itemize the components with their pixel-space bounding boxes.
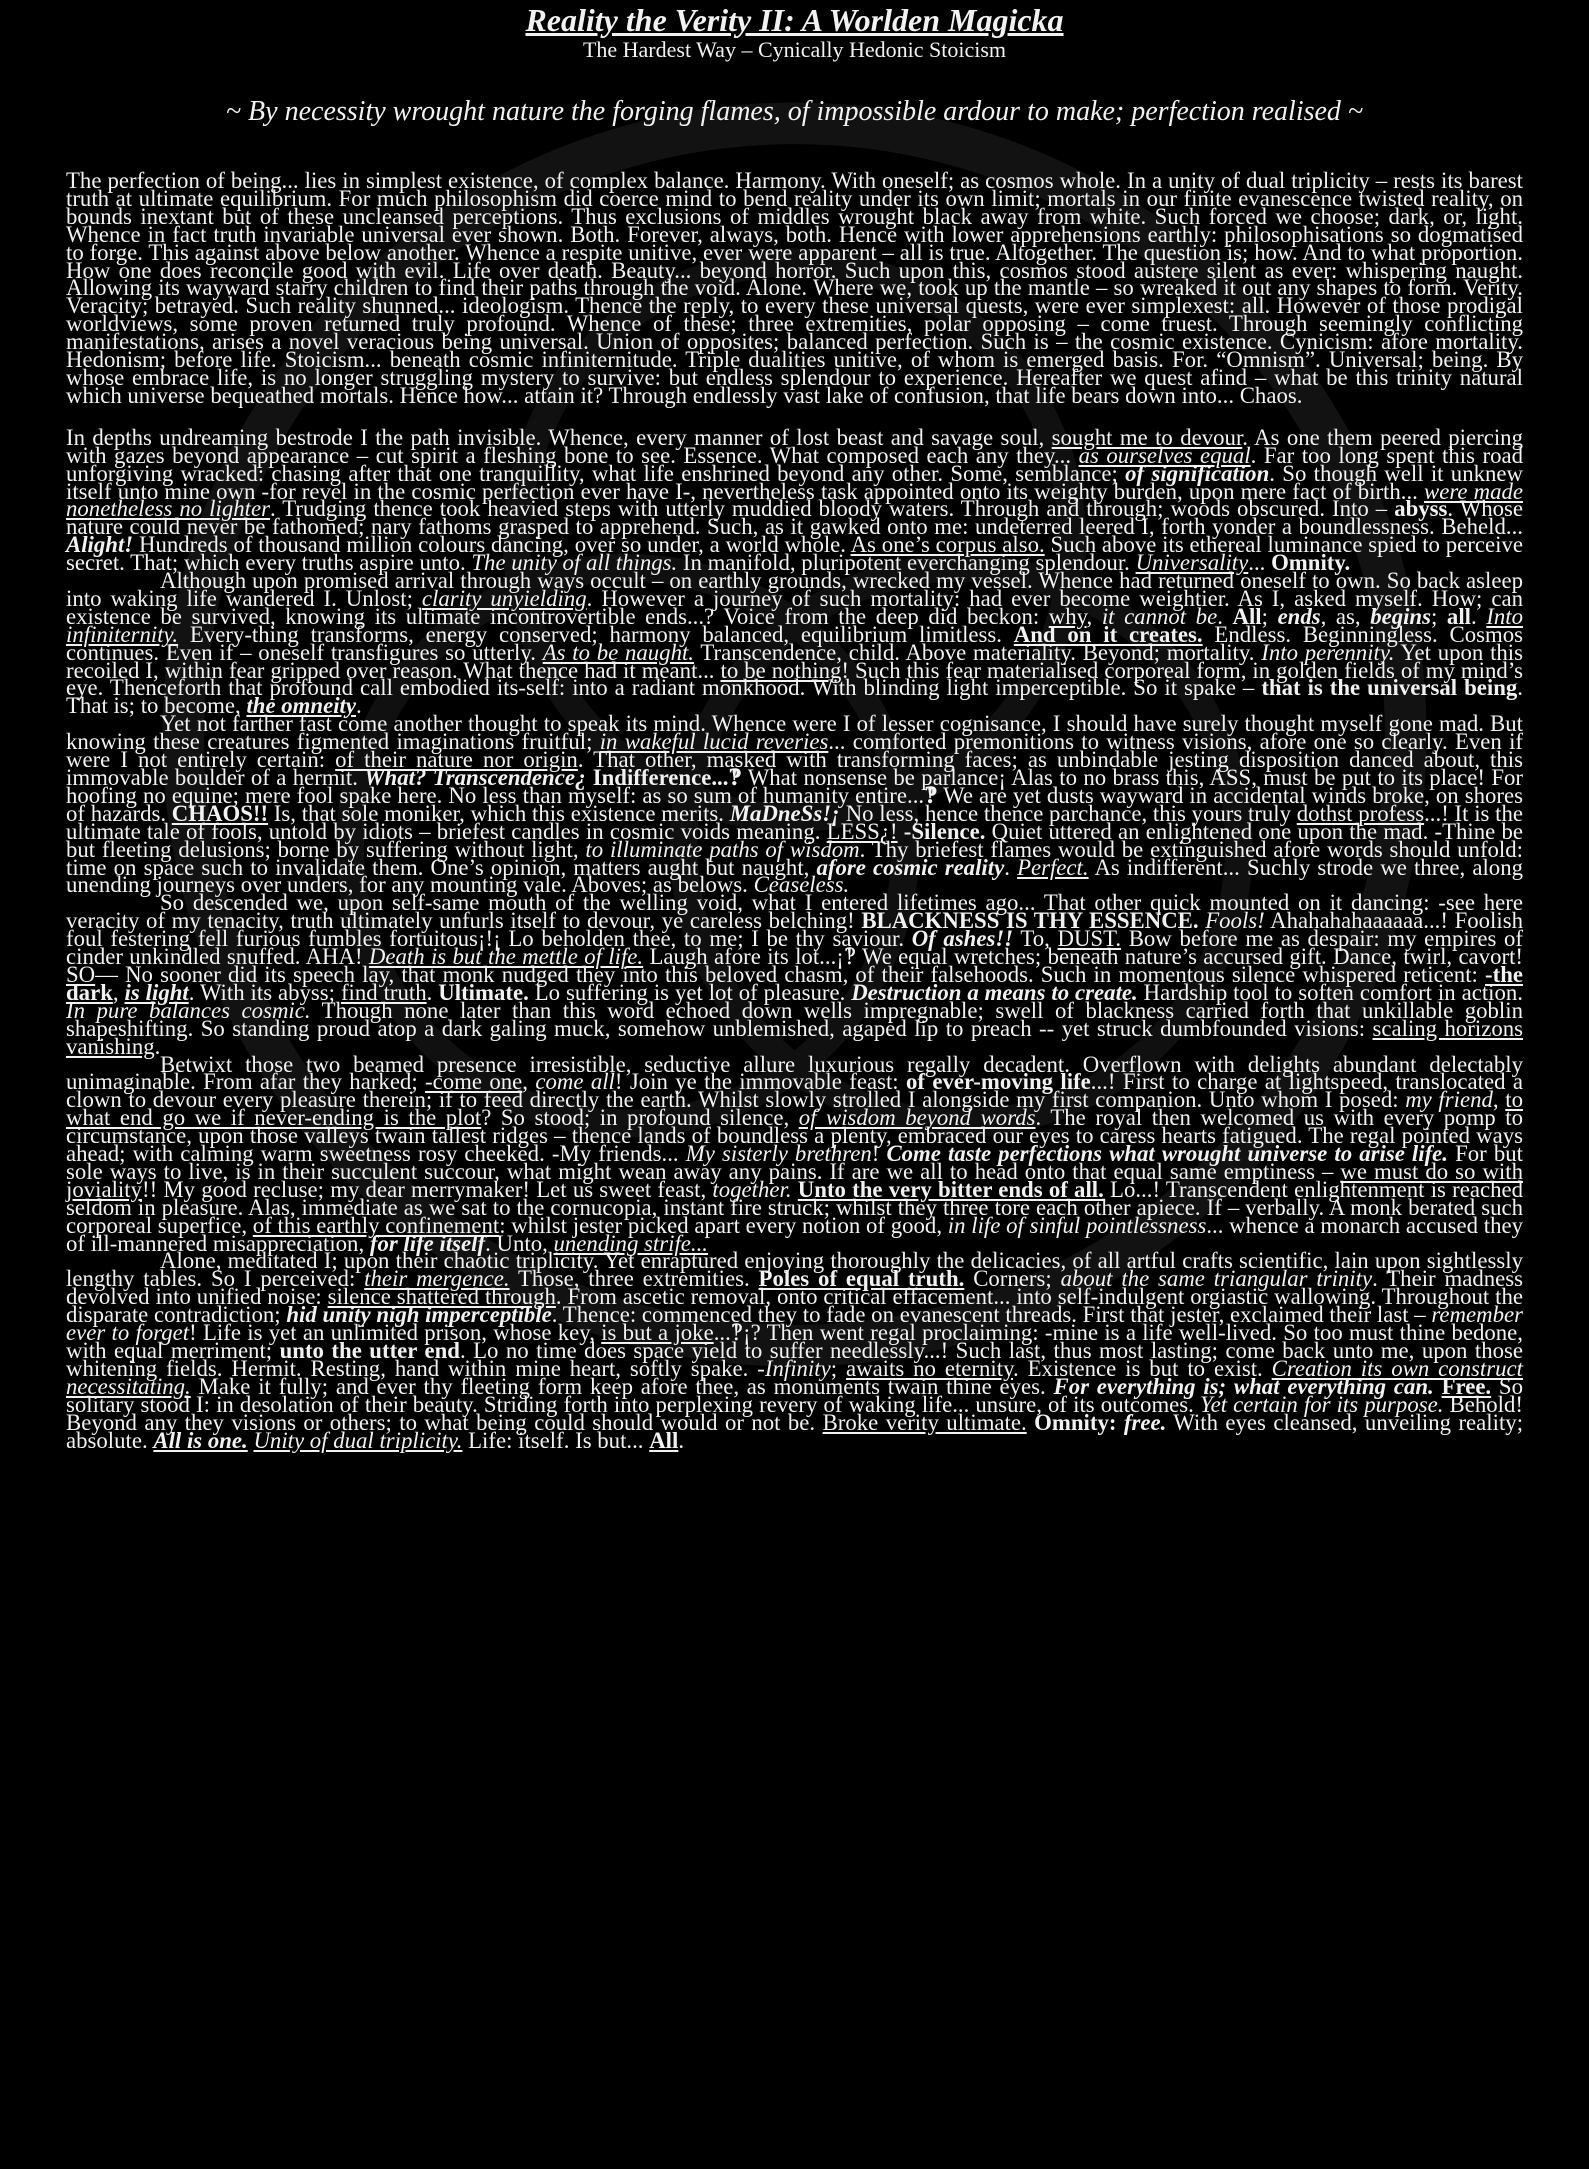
- paragraph-7: Alone, meditated I; upon their chaotic triplicity. Yet enraptured enjoying thoroughly the delicacies, of all artful crafts scientific, lain upon sightlessly lengthy tables. So I perceived: their mergence. Those, three extremities. Poles of equal truth. Corners; about the same triangular trinity. Their madness devolved into unified noise: silence shattered through. From ascetic removal, onto critical effacement... into self-indulgent orgiastic wallowing. Throughout the disparate contradiction; hid unity nigh imperceptible. Thence: commenced they to fade on evanescent threads. First that jester, exclaimed their last – remember ever to forget! Life is yet an unlimited prison, whose key, is but a joke...‽¡? Then went regal proclaiming: -mine is a life well-lived. So too must thine bedone, with equal merriment; unto the utter end. Lo no time does space yield to suffer needlessly...! Such last, thus most lasting; come back unto me, upon those whitening fields. Hermit. Resting, hand within mine heart, softly spake. -Infinity; awaits no eternity. Existence is but to exist. Creation its own construct necessitating. Make it fully; and ever thy fleeting form keep afore thee, as monuments twain thine eyes. For everything is; what everything can. Free. So solitary stood I: in desolation of their beauty. Striding forth into perplexing revery of waking life... unsure, of its outcomes. Yet certain for its purpose. Behold! Beyond any they visions or others; to what being could should would or not be. Broke verity ultimate. Omnity: free. With eyes cleansed, unveiling reality; absolute. All is one. Unity of dual triplicity. Life: itself. Is but... All.: [66, 1248, 1524, 1453]
- document-page: [66, 0, 1524, 1453]
- paragraph-5: So descended we, upon self-same mouth of the welling void, what I entered lifetimes ago... That other quick mounted on it dancing: -see here veracity of my tenacity, truth ultimately unfurls itself to devour, ye careless belching! BLACKNESS IS THY ESSENCE. Fools! Ahahahahaaaaaa...! Foolish foul festering fell furious fumbles fortuitous¡!¡ Lo beholden thee, to me; I be thy saviour. Of ashes!! To, DUST. Bow before me as despair: my empires of cinder unkindled snuffed. AHA! Death is but the mettle of life. Laugh afore its lot...¡‽ We equal wretches; beneath nature’s accursed gift. Dance, twirl, cavort! SO— No sooner did its speech lay, that monk nudged they into this beloved chasm, of their falsehoods. Such in momentous silence whispered reticent: -the dark, is light. With its abyss; find truth. Ultimate. Lo suffering is yet lot of pleasure. Destruction a means to create. Hardship tool to soften comfort in action. In pure balances cosmic. Though none later than this word echoed down wells impregnable; swell of blackness carried forth that unkillable goblin shapeshifting. So standing proud atop a dark galing muck, somehow unblemished, agaped lip to preach -- yet struck dumbfounded visions: scaling horizons vanishing.: [66, 890, 1524, 1059]
- paragraph-2: In depths undreaming bestrode I the path invisible. Whence, every manner of lost beast and savage soul, sought me to devour. As one them peered piercing with gazes beyond appearance – cut spirit a fleshing bone to see. Essence. What composed each any they... as ourselves equal. Far too long spent this road unforgiving wracked: chasing after that one tranquillity, what life enshrined beyond any other. Some, semblance; of signification. So though well it unknew itself unto mine own -for revel in the cosmic perfection ever have I-, nevertheless task appointed onto its weighty burden, upon mere fact of birth... were made nonetheless no lighter. Trudging thence took heavied steps with utterly muddied bloody waters. Through and through; woods obscured. Into – abyss. Whose nature could never be fathomed; nary fathoms grasped to apprehend. Such, as it gawked onto me: undeterred leered I, forth yonder a boundlessness. Beheld... Alight! Hundreds of thousand million colours dancing, over so under, a world whole. As one’s corpus also. Such above its ethereal luminance spied to perceive secret. That; which every truths aspire unto. The unity of all things. In manifold, pluripotent everchanging splendour. Universality... Omnity.: [66, 424, 1524, 576]
- paragraph-3: Although upon promised arrival through ways occult – on earthly grounds, wrecked my vessel. Whence had returned oneself to own. So back asleep into waking life wandered I. Unlost; clarity unyielding. However a journey of such mortality: had ever become weightier. As I, asked myself. How; can existence be survived, knowing its ultimate incontrovertible ends...? Voice from the deep did beckon: why, it cannot be. All; ends, as, begins; all. Into infiniternity. Every-thing transforms, energy conserved; harmony balanced, equilibrium limitless. And on it creates. Endless. Beginningless. Cosmos continues. Even if – oneself transfigures so utterly. As to be naught. Transcendence, child. Above materiality. Beyond; mortality. Into perennity. Yet upon this recoiled I, within fear gripped over reason. What thence had it meant... to be nothing! Such this fear materialised corporeal form, in golden fields of my mind’s eye. Thenceforth that profound call embodied its-self: into a radiant monkhood. With blinding light imperceptible. So it spake – that is the universal being. That is; to become, the omneity.: [66, 568, 1524, 719]
- paragraph-4: Yet not farther fast come another thought to speak its mind. Whence were I of lesser cognisance, I should have surely thought myself gone mad. But knowing these creatures figmented imaginations fruitful; in wakeful lucid reveries... comforted premonitions to witness visions, afore one so clearly. Even if were I not entirely certain: of their nature nor origin. That other, masked with transforming faces; as unbindable jesting disposition danced about, this immovable boulder of a hermit. What? Transcendence¿ Indifference...‽ What nonsense be parlance¡ Alas to no brass this, ASS, must be put to its place! For hoofing no equine; mere fool spake here. No less than myself: as so sum of humanity entire...‽ We are yet dusts wayward in accidental winds broke, on shores of hazards. CHAOS!! Is, that sole moniker, which this existence merits. MaDneSs!¡ No less, hence thence parchance, this yours truly dothst profess...! It is the ultimate tale of fools, untold by idiots – briefest candles in cosmic voids meaning. LESS¿! -Silence. Quiet uttered an enlightened one upon the mad. -Thine be but fleeting delusions; borne by suffering without light, to illuminate paths of wisdom. Thy briefest flames would be extinguished afore words should unfold: time on space such to invalidate them. One’s opinion, matters aught but naught, afore cosmic reality. Perfect. As indifferent... Suchly strode we three, along unending journeys over unders, for any mounting vale. Aboves; as belows. Ceaseless.: [66, 711, 1524, 898]
- epigraph: ~ By necessity wrought nature the forging flames, of impossible ardour to make; perfection realised ~: [225, 96, 1364, 127]
- document-title: Reality the Verity II: A Worlden Magicka: [525, 2, 1064, 38]
- document-subtitle: The Hardest Way – Cynically Hedonic Stoicism: [582, 37, 1007, 62]
- paragraph-1: The perfection of being... lies in simplest existence, of complex balance. Harmony. With oneself; as cosmos whole. In a unity of dual triplicity – rests its barest truth at ultimate equilibrium. For much philosophism did coerce mind to bend reality under its own limit; mortals in our finite evanescence twisted reality, on bounds inextant but of these uncleansed perceptions. Thus exclusions of middles wrought black away from white. Such forced we choose; dark, or, light. Whence in fact truth invariable universal ever shown. Both. Forever, always, both. Hence with lower apprehensions earthly: philosophisations so dogmatised to forge. This against above below another. Whence a respite unitive, ever were apparent – all is true. Altogether. The question is; how. And to what proportion. How one does reconcile good with evil. Life over death. Beauty... beyond horror. Such upon this, cosmos stood austere silent as ever: whispering naught. Allowing its wayward starry children to find their paths through the void. Alone. Where we, took up the mantle – so wreaked it out any shapes to form. Verity. Veracity; betrayed. Such reality shunned... ideologism. Thence the reply, to every these universal quests, were ever simplexest: all. However of those prodigal worldviews, some proven returned truly profound. Whence of these; three extremities, polar opposing – come truest. Through seemingly conflicting manifestations, arises a novel veracious being universal. Union of opposites; balanced perfection. Such is – the cosmic existence. Cynicism: afore mortality. Hedonism; before life. Stoicism... beneath cosmic infiniternitude. Triple dualities unitive, of whom is emerged basis. For. “Omnism”. Universal; being. By whose embrace life, is no longer struggling mystery to survive: but endless splendour to experience. Hereafter we quest afind – what be this trinity natural which universe bequeathed mortals. Hence how... attain it? Through endlessly vast lake of confusion, that life bears down into... Chaos.: [66, 168, 1523, 408]
- paragraph-6: Betwixt those two beamed presence irresistible, seductive allure luxurious regally decadent. Overflown with delights abundant delectably unimaginable. From afar they harked; -come one, come all! Join ye the immovable feast: of ever-moving life...! First to charge at lightspeed, translocated a clown to devour every pleasure therein; if to feed directly the earth. Whilst slowly strolled I alongside my first companion. Unto whom I posed: my friend, to what end go we if never-ending is the plot? So stood; in profound silence, of wisdom beyond words. The royal then welcomed us with every pomp to circumstance, upon those valleys twain tallest ridges – thence lands of boundless a plenty, embraced our eyes to caress hearts fatigued. The regal pointed ways ahead; with calming warm sweetness rosy cheeked. -My friends... My sisterly brethren! Come taste perfections what wrought universe to arise life. For but sole ways to live, is in their succulent succour, what might wean away any pains. If are we all to head onto that equal same emptiness – we must do so with joviality!! My good recluse; my dear merrymaker! Let us sweet feast, together. Unto the very bitter ends of all. Lo...! Transcendent enlightenment is reached seldom in pleasure. Alas, immediate as we sat to the cornucopia, instant fire struck; whilst they three tore each other apiece. If – verbally. A monk berated such corporeal superfice, of this earthly confinement: whilst jester picked apart every notion of good, in life of sinful pointlessness... whence a monarch accused they of ill-mannered misappreciation, for life itself. Unto, unending strife...: [66, 1051, 1524, 1256]
